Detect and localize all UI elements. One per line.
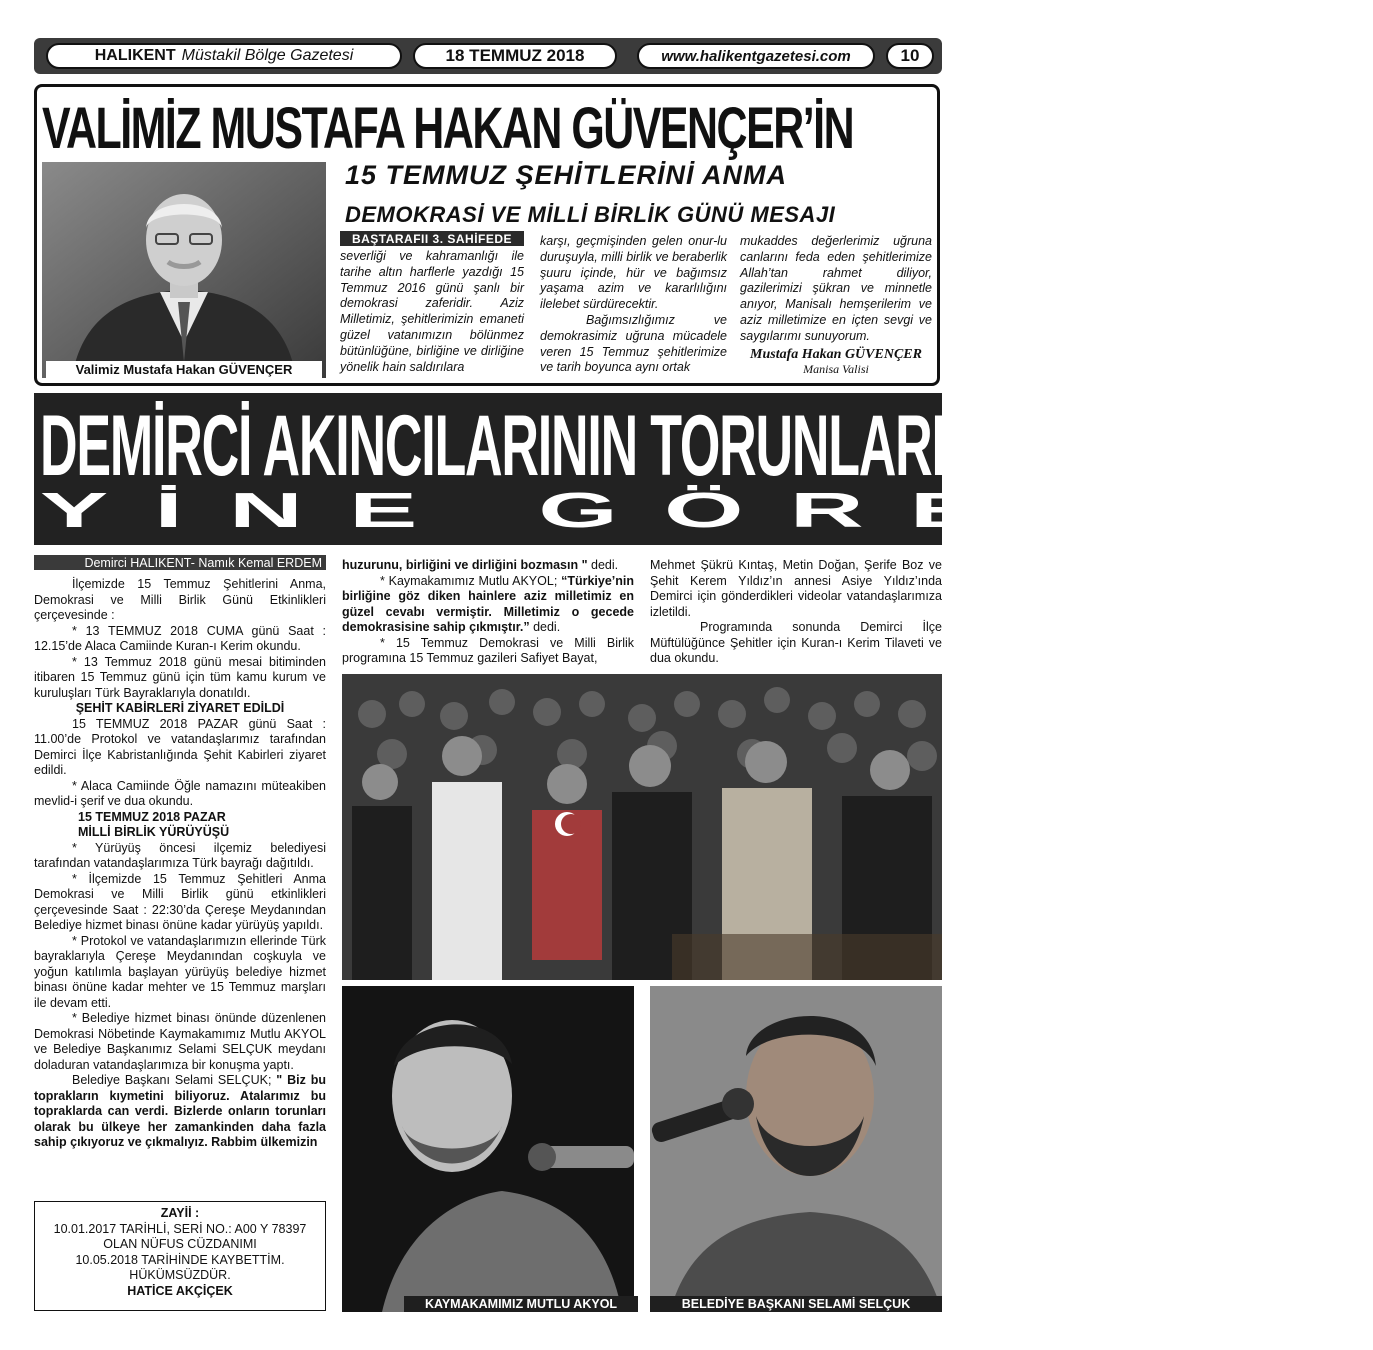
byline: Demirci HALIKENT- Namık Kemal ERDEM (34, 555, 326, 570)
paper-name-pill (46, 43, 402, 69)
paragraph: Mehmet Şükrü Kıntaş, Metin Doğan, Şerife Boz ve Şehit Kerem Yıldız’ın annesi Asiye Yıldız’ında Demirci için gönderdikleri videolar vatandaşlarımıza izletildi. (650, 558, 942, 619)
mayor-quote: " Biz bu toprakların kıymetini biliyoruz. Atalarımız bu topraklarda can verdi. Bizlerde onların torunları olarak bu ülkeye her zamankinden daha fazla sahip çıkıyoruz ve çıkmalıyız. Rabbim ülkemizin (34, 1073, 326, 1149)
article2-column-3 (650, 558, 942, 667)
governor-illustration (342, 986, 634, 1312)
paragraph: * 15 Temmuz Demokrasi ve Milli Birlik programına 15 Temmuz gazileri Safiyet Bayat, (342, 635, 634, 665)
paper-tagline: Müstakil Bölge Gazetesi (181, 47, 354, 64)
article1-col1-text: severliği ve kahramanlığı ile tarihe altın harflerle yazdığı 15 Temmuz 2016 günü şanlı bir demokrasi zaferidir. Aziz Milletimiz, şehitlerimizin emaneti güzel vatanımızın bölünmez bütünlüğüne, birliğine ve dirliğine yönelik hain saldırılara (340, 249, 524, 374)
portrait-caption: Valimiz Mustafa Hakan GÜVENÇER (46, 361, 322, 378)
mayor-intro: Belediye Başkanı Selami SELÇUK; (72, 1073, 272, 1087)
loss-notice-box (34, 1201, 326, 1311)
paragraph: * Alaca Camiinde Öğle namazını müteakiben mevlid-i şerif ve dua okundu. (34, 778, 326, 808)
mayor-photo-caption: BELEDİYE BAŞKANI SELAMİ SELÇUK (650, 1296, 942, 1312)
paragraph: * Belediye hizmet binası önünde düzenlenen Demokrasi Nöbetinde Kaymakamımız Mutlu AKYOL ve Belediye Başkanımız Selami SELÇUK meydanı doladuran vatandaşlarımıza bir konuşma yaptı. (34, 1011, 326, 1072)
paragraph: * Protokol ve vatandaşlarımızın ellerinde Türk bayraklarıyla Çereşe Meydanından coşkuyla ve yoğun katılımla başlayan yürüyüş belediye hizmet binası önüne kadar mehter ve 15 Temmuz marşları ile devam etti. (34, 933, 326, 1010)
article1-column-3 (740, 234, 932, 378)
crowd-illustration (342, 674, 942, 980)
notice-name: HATİCE AKÇİÇEK (127, 1283, 233, 1298)
article2-headline: DEMİRCİ AKINCILARININ TORUNLARI (40, 398, 945, 494)
governor-speaking-photo (342, 986, 634, 1312)
signature-title: Manisa Valisi (803, 362, 869, 377)
notice-line-1: 10.01.2017 TARİHLİ, SERİ NO.: A00 Y 78397 (53, 1221, 307, 1236)
quote-ending-paragraph (342, 558, 634, 574)
section-heading-march-2: MİLLİ BİRLİK YÜRÜYÜŞÜ (78, 825, 230, 839)
article1-subhead-1: 15 TEMMUZ ŞEHİTLERİNİ ANMA (345, 160, 788, 190)
governor-intro: * Kaymakamımız Mutlu AKYOL; (380, 573, 558, 588)
said-2: dedi. (533, 620, 561, 634)
article1-col2-para-2: Bağımsızlığımız ve demokrasimiz uğruna mücadele veren 15 Temmuz şehitlerimize ve tarih boyunca aynı ortak (540, 312, 727, 375)
page-number: 10 (886, 43, 934, 69)
article1-column-1 (340, 249, 524, 375)
mayor-quote-end: huzurunu, birliğini ve dirliğini bozmasın " (342, 558, 588, 572)
governor-quote-paragraph (342, 574, 634, 636)
paragraph: * 13 Temmuz 2018 günü mesai bitiminden itibaren 15 Temmuz günü için tüm kamu kurum ve kuruluşları Türk Bayraklarıyla donatıldı. (34, 654, 326, 700)
section-heading-march-1: 15 TEMMUZ 2018 PAZAR (78, 809, 226, 824)
crowd-photo (342, 674, 942, 980)
paragraph: Programında sonunda Demirci İlçe Müftülüğünce Şehitler için Kuran-ı Kerim Tilaveti ve dua okundu. (650, 620, 942, 665)
notice-line-3: 10.05.2018 TARİHİNDE KAYBETTİM. (75, 1252, 285, 1267)
article2-column-1 (34, 577, 326, 1151)
article1-col2-para-1: karşı, geçmişinden gelen onur-lu duruşuyla, milli birlik ve beraberlik şuuru içinde, hür ve bağımsız yaşama azim ve kararlılığını ilelebet sürdürecektir. (540, 234, 727, 312)
issue-date: 18 TEMMUZ 2018 (413, 43, 617, 69)
article1-headline: VALİMİZ MUSTAFA HAKAN GÜVENÇER’İN (42, 96, 854, 161)
section-heading-visit: ŞEHİT KABİRLERİ ZİYARET EDİLDİ (75, 701, 285, 715)
governor-photo-caption: KAYMAKAMIMIZ MUTLU AKYOL (404, 1296, 638, 1312)
continued-from-label: BAŞTARAFII 3. SAHİFEDE (340, 231, 524, 246)
mayor-speaking-photo (650, 986, 942, 1312)
website[interactable]: www.halikentgazetesi.com (637, 43, 875, 69)
signature: Mustafa Hakan GÜVENÇER (750, 346, 922, 362)
notice-line-2: OLAN NÜFUS CÜZDANIMI (103, 1237, 257, 1251)
paragraph: İlçemizde 15 Temmuz Şehitlerini Anma, Demokrasi ve Milli Birlik Günü Etkinlikleri çerçevesinde : (34, 577, 326, 622)
article2-headline-2: YİNE GÖREVDE (40, 483, 1373, 539)
said-1: dedi. (591, 558, 619, 572)
article1-col3-text: mukaddes değerlerimiz uğruna canlarını feda eden şehitlerimize Allah’tan rahmet diliyor, gazilerimizi şükran ve minnetle anıyor, Manisalı hemşerilerim ve aziz milletimize en içten sevgi ve saygılarımı sunuyorum. (740, 234, 932, 343)
notice-title: ZAYİİ : (160, 1206, 200, 1220)
mayor-quote-paragraph (34, 1073, 326, 1151)
portrait-illustration (42, 162, 326, 378)
governor-quote: “Türkiye’nin birliğine göz diken hainlere aziz milletimiz en güzel cevabı vermiştir. Milletimiz o gecede demokrasisine sahip çıkmıştır.” (342, 573, 634, 634)
paper-name: HALIKENT (94, 47, 176, 64)
paragraph: 15 TEMMUZ 2018 PAZAR günü Saat : 11.00’de Protokol ve vatandaşlarımız tarafından Demirci İlçe Kabristanlığında Şehit Kabirleri ziyaret edildi. (34, 716, 326, 777)
notice-line-4: HÜKÜMSÜZDÜR. (129, 1268, 231, 1282)
article1-subhead-2: DEMOKRASİ VE MİLLİ BİRLİK GÜNÜ MESAJI (345, 202, 836, 227)
paragraph: * İlçemizde 15 Temmuz Şehitleri Anma Demokrasi ve Milli Birlik günü etkinlikleri çerçevesinde Saat : 22:30’da Çereşe Meydanından Belediye hizmet binası önüne kadar yürüyüş yapıldı. (34, 871, 326, 932)
article2-column-2 (342, 558, 634, 667)
mayor-illustration (650, 986, 942, 1312)
governor-portrait-photo (42, 162, 326, 378)
paragraph: * Yürüyüş öncesi ilçemiz belediyesi tarafından vatandaşlarımıza Türk bayrağı dağıtıldı. (34, 840, 326, 870)
article1-column-2 (540, 234, 727, 376)
paragraph: * 13 TEMMUZ 2018 CUMA günü Saat : 12.15’de Alaca Camiinde Kuran-ı Kerim okundu. (34, 623, 326, 653)
